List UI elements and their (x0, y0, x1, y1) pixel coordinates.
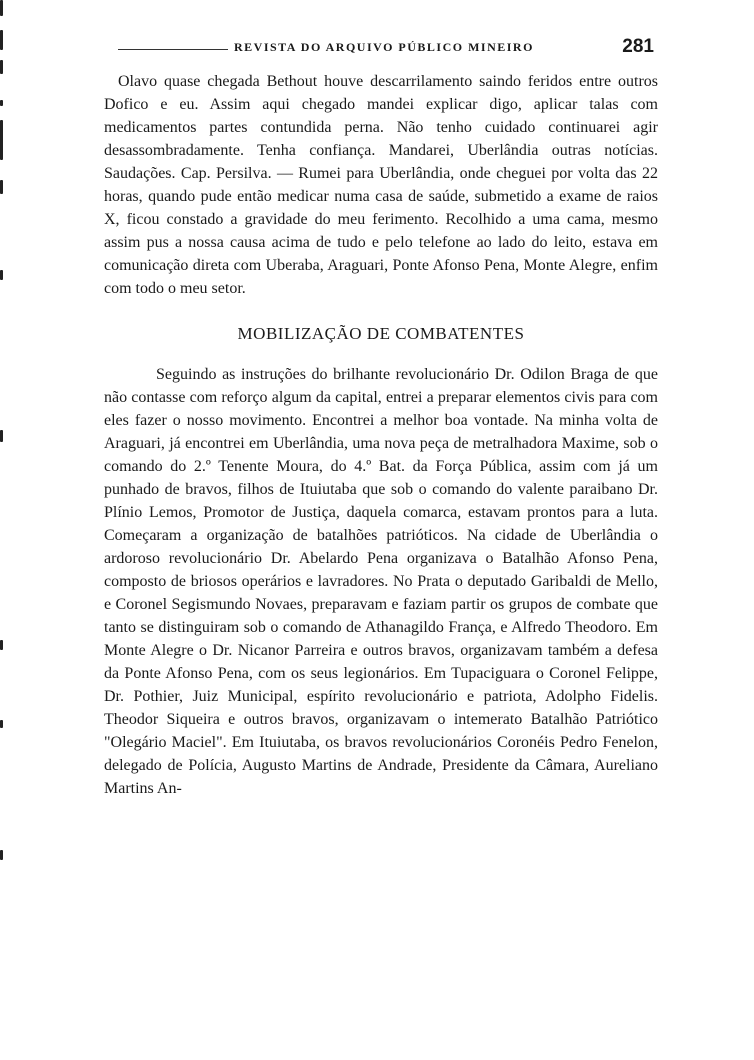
paragraph-continuation: Olavo quase chegada Bethout houve descarrilamento saindo feridos entre outros Dofico e eu. Assim aqui chegado mandei explicar digo, aplicar talas com medicamentos partes contundida perna. Não tenho cuidado continuarei agir desassombradamente. Tenha confiança. Mandarei, Uberlândia outras notícias. Saudações. Cap. Persilva. — Rumei para Uberlândia, onde cheguei por volta das 22 horas, quando pude então medicar numa casa de saúde, submetido a exame de raios X, ficou constado a gravidade do meu ferimento. Recolhido a uma cama, mesmo assim pus a nossa causa acima de tudo e pelo telefone ao lado do leito, estava em comunicação direta com Uberaba, Araguari, Ponte Afonso Pena, Monte Alegre, enfim com todo o meu setor. (104, 73, 658, 297)
header-rule (118, 49, 228, 50)
journal-title: REVISTA DO ARQUIVO PÚBLICO MINEIRO (234, 40, 534, 54)
section-heading: MOBILIZAÇÃO DE COMBATENTES (237, 324, 525, 343)
page-edge-marks (0, 0, 8, 1060)
page-body (104, 70, 658, 800)
page-number: 281 (622, 36, 654, 57)
running-header (118, 36, 658, 64)
paragraph-mobilization: Seguindo as instruções do brilhante revolucionário Dr. Odilon Braga de que não contasse com reforço algum da capital, entrei a preparar elementos civis para com eles fazer o nosso movimento. Encontrei a melhor boa vontade. Na minha volta de Araguari, já encontrei em Uberlândia, uma nova peça de metralhadora Maxime, sob o comando do 2.º Tenente Moura, do 4.º Bat. da Força Pública, assim com já um punhado de bravos, filhos de Ituiutaba que sob o comando do valente paraibano Dr. Plínio Lemos, Promotor de Justiça, daquela comarca, estavam prontos para a luta. Começaram a organização de batalhões patrióticos. Na cidade de Uberlândia o ardoroso revolucionário Dr. Abelardo Pena organizava o Batalhão Afonso Pena, composto de briosos operários e lavradores. No Prata o deputado Garibaldi de Mello, e Coronel Segismundo Novaes, preparavam e faziam partir os grupos de combate que tanto se distinguiram sob o comando de Athanagildo França, e Alfredo Theodoro. Em Monte Alegre o Dr. Nicanor Parreira e outros bravos, organizavam também a defesa da Ponte Afonso Pena, com os seus legionários. Em Tupaciguara o Coronel Felippe, Dr. Pothier, Juiz Municipal, espírito revolucionário e patriota, Adolpho Fidelis. Theodor Siqueira e outros bravos, organizavam o intemerato Batalhão Patriótico "Olegário Maciel". Em Ituiutaba, os bravos revolucionários Coronéis Pedro Fenelon, delegado de Polícia, Augusto Martins de Andrade, Presidente da Câmara, Aureliano Martins An- (104, 366, 658, 797)
